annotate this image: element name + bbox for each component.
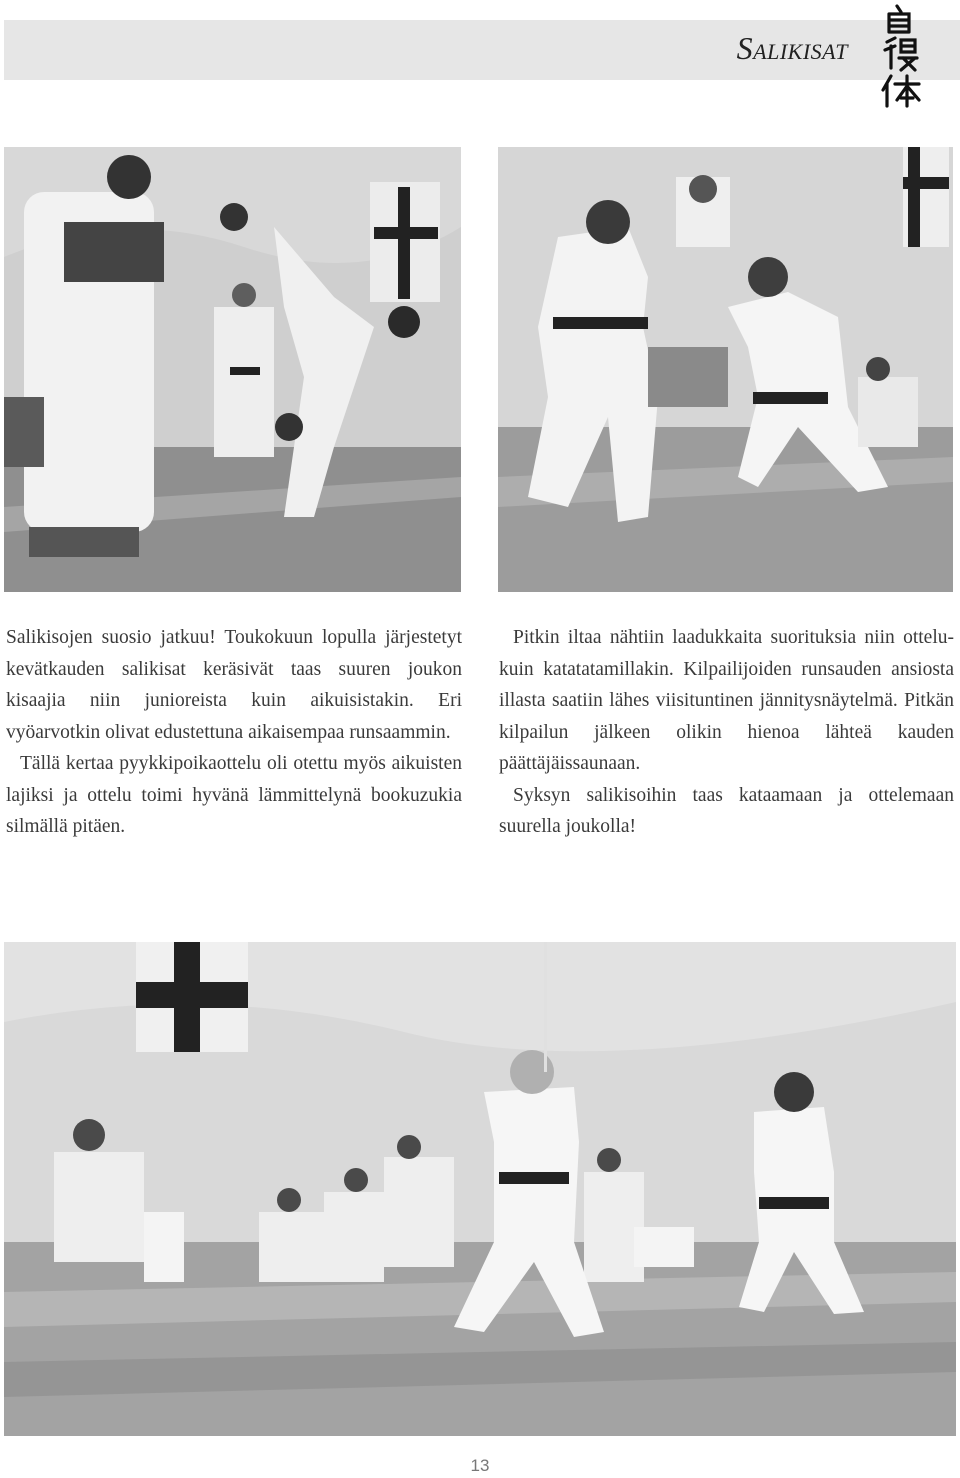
article-left-column <box>6 622 462 843</box>
kata-pair-photo <box>498 147 953 592</box>
sparring-photo <box>4 147 461 592</box>
page-title: Salikisat <box>736 30 848 66</box>
article-paragraph: Tällä kertaa pyykkipoikaottelu oli otettu myös aikuisten lajiksi ja ottelu toimi hyvänä lämmittelynä bookuzukia silmällä pitäen. <box>6 753 462 837</box>
kata-competition-photo <box>4 942 956 1436</box>
kanji-logo-icon <box>875 2 927 110</box>
article-paragraph: Pitkin iltaa nähtiin laadukkaita suorituksia niin ottelu- kuin katatatamillakin. Kilpailijoiden runsauden ansiosta illasta saatiin lähes viisituntinen jännitysnäytelmä. Pitkän kilpailun jälkeen olikin hienoa lähteä kauden päättäjäissaunaan. <box>499 627 954 774</box>
page-number: 13 <box>470 1456 490 1475</box>
article-paragraph: Salikisojen suosio jatkuu! Toukokuun lopulla järjestetyt kevätkauden salikisat keräsivät taas suuren joukon kisaajia niin junioreista kuin aikuisistakin. Eri vyöarvotkin olivat edustettuna aikaisempaa runsaammin. <box>6 627 462 743</box>
article-paragraph: Syksyn salikisoihin taas kataamaan ja ottelemaan suurella joukolla! <box>499 784 954 837</box>
article-right-column <box>499 622 954 843</box>
